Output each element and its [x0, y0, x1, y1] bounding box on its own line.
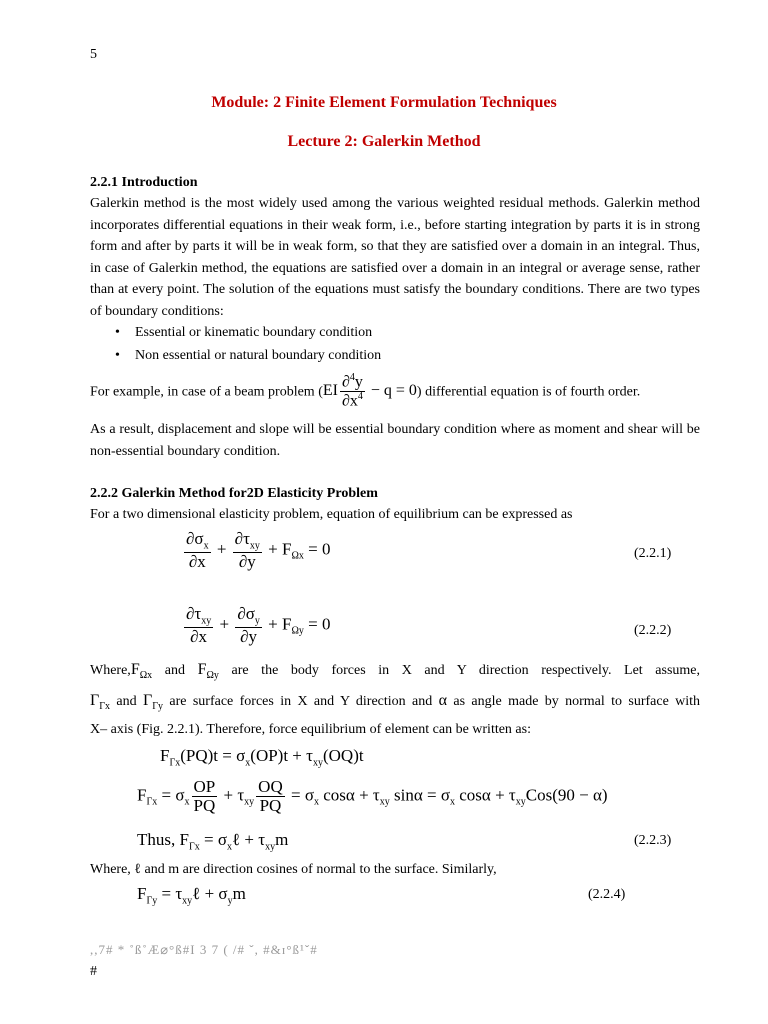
bullet-icon: •	[115, 325, 120, 340]
equation-number: (2.2.4)	[588, 887, 626, 902]
intro-paragraph: Galerkin method is the most widely used among the various weighted residual methods. Galerkin method incorporates differential equations in their weak form, i.e., before starting integration by parts it is in strong form and after by parts it will be in weak form, so that they are satisfied over a domain in an integral. Thus, in case of Galerkin method, the equations are satisfied over a domain in an integral or average sense, rather than at every point. The solution of the equations must satisfy the boundary conditions. There are two types of boundary conditions:	[90, 196, 700, 319]
beam-equation: EI $\frac{\partial^4y}{\partial x^4}$ − q = 0	[322, 372, 417, 410]
section-2-2-2-heading: 2.2.2 Galerkin Method for2D Elasticity Problem	[90, 486, 378, 501]
x-axis-line: X– axis (Fig. 2.2.1). Therefore, force equilibrium of element can be written as:	[90, 722, 531, 737]
footer-hash: #	[90, 964, 97, 979]
equation-2-2-2: $\frac{\partial\tau_{xy}}{\partial x}$ + $\frac{\partial\sigma_y}{\partial y}$ + $F_{\Omega y} = 0$	[186, 604, 331, 646]
section-2-2-1-heading: 2.2.1 Introduction	[90, 175, 198, 190]
bullet-natural: • Non essential or natural boundary condition	[115, 348, 382, 363]
bullet-essential: • Essential or kinematic boundary condition	[115, 325, 373, 340]
force-equilibrium-equation: $F_{\Gamma x}(PQ)t = \sigma_x(OP)t + \tau_{xy}(OQ)t$	[160, 746, 364, 769]
body-forces-line: $Where,F_{\Omega x}$ and $F_{\Omega y}$ are the body forces in X and Y direction respectively. Let assume,	[90, 661, 701, 682]
equation-2-2-1: $\frac{\partial\sigma_x}{\partial x}$ + $\frac{\partial\tau_{xy}}{\partial y}$ + $F_{\Omega x} = 0$	[186, 529, 331, 571]
footer-garbled-text: ,,7# * ˚ß˚Æ⌀°ß#I 3 7 ( /# ˇ, #&ɪ°ß¹ˇ#	[90, 942, 318, 957]
equation-2-2-4: $F_{\Gamma y}$ = $\tau_{xy}\ell + \sigma_ym$	[137, 884, 246, 907]
module-title: Module: 2 Finite Element Formulation Techniques	[211, 94, 557, 111]
equation-2-2-3: Thus, $F_{\Gamma x}$ = $\sigma_x\ell + \tau_{xy}m$	[137, 830, 289, 853]
surface-forces-line: $\Gamma_{\Gamma x}$ and $\Gamma_{\Gamma y}$ are surface forces in X and Y direction and α as angle made by normal to surface with	[90, 692, 701, 713]
equation-number: (2.2.1)	[634, 546, 672, 561]
bullet-icon: •	[115, 348, 120, 363]
equation-number: (2.2.3)	[634, 833, 672, 848]
direction-cosines-line: Where, ℓ and m are direction cosines of normal to the surface. Similarly,	[90, 862, 497, 877]
elasticity-intro: For a two dimensional elasticity problem, equation of equilibrium can be expressed as	[90, 507, 573, 522]
beam-example: For example, in case of a beam problem (EI $\frac{\partial^4y}{\partial x^4}$ − q = 0) differential equation is of fourth order.	[90, 372, 641, 410]
lecture-title: Lecture 2: Galerkin Method	[287, 133, 481, 150]
force-expansion-equation: $F_{\Gamma x} = \sigma_x$ $\frac{OP}{PQ}$ + $\tau_{xy}$ $\frac{OQ}{PQ}$ = $\sigma_x$ $\cos\alpha + \tau_{xy}$ $\sin\alpha = \sigma_x$ $\cos\alpha + \tau_{xy}Cos(90 - \alpha)$	[137, 777, 608, 815]
page-number: 5	[90, 47, 97, 62]
result-paragraph: As a result, displacement and slope will be essential boundary condition where as moment and shear will be non-essential boundary condition.	[90, 422, 700, 459]
equation-number: (2.2.2)	[634, 623, 672, 638]
